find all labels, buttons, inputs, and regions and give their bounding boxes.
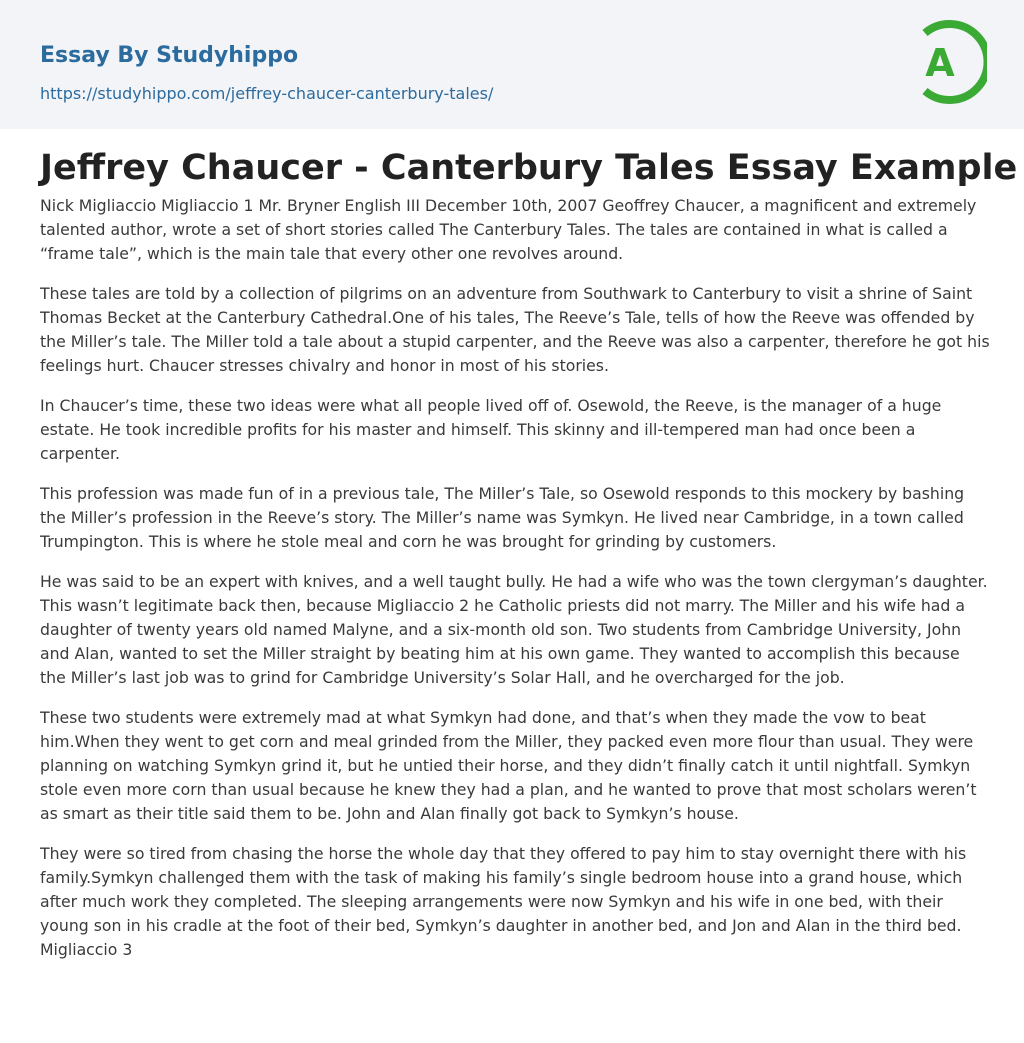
essay-paragraph-7: They were so tired from chasing the horse the whole day that they offered to pay him to stay overnight there with his family.Symkyn challenged them with the task of making his family’s single bedroom house into a grand house, which after much work they completed. The sleeping arrangements were now Symkyn and his wife in one bed, with their young son in his cradle at the foot of their bed, Symkyn’s daughter in another bed, and Jon and Alan in the third bed. Migliaccio 3 xyxy=(40,844,967,959)
essay-url-link[interactable]: https://studyhippo.com/jeffrey-chaucer-canterbury-tales/ xyxy=(40,84,494,103)
essay-paragraph-5: He was said to be an expert with knives, and a well taught bully. He had a wife who was the town clergyman’s daughter. This wasn’t legitimate back then, because Migliaccio 2 he Catholic priests did not marry. The Miller and his wife had a daughter of twenty years old named Malyne, and a six-month old son. Two students from Cambridge University, John and Alan, wanted to set the Miller straight by beating him at his own game. They wanted to accomplish this because the Miller’s last job was to grind for Cambridge University’s Solar Hall, and he overcharged for the job. xyxy=(40,572,988,687)
essay-paragraph-1: Nick Migliaccio Migliaccio 1 Mr. Bryner English III December 10th, 2007 Geoffrey Chaucer, a magnificent and extremely talented author, wrote a set of short stories called The Canterbury Tales. The tales are contained in what is called a “frame tale”, which is the main tale that every other one revolves around. xyxy=(40,196,977,263)
logo-letter: A xyxy=(925,41,955,85)
essay-body xyxy=(40,194,990,978)
page-title: Jeffrey Chaucer - Canterbury Tales Essay Example xyxy=(40,148,1018,188)
essay-paragraph-3: In Chaucer’s time, these two ideas were what all people lived off of. Osewold, the Reeve, is the manager of a huge estate. He took incredible profits for his master and himself. This skinny and ill-tempered man had once been a carpenter. xyxy=(40,396,942,463)
essay-paragraph-6: These two students were extremely mad at what Symkyn had done, and that’s when they made the vow to beat him.When they went to get corn and meal grinded from the Miller, they packed even more flour than usual. They were planning on watching Symkyn grind it, but he untied their horse, and they didn’t finally catch it until nightfall. Symkyn stole even more corn than usual because he knew they had a plan, and he wanted to prove that most scholars weren’t as smart as their title said them to be. John and Alan finally got back to Symkyn’s house. xyxy=(40,708,977,823)
brand-title[interactable]: Essay By Studyhippo xyxy=(40,43,299,68)
essay-paragraph-2: These tales are told by a collection of pilgrims on an adventure from Southwark to Canterbury to visit a shrine of Saint Thomas Becket at the Canterbury Cathedral.One of his tales, The Reeve’s Tale, tells of how the Reeve was offended by the Miller’s tale. The Miller told a tale about a stupid carpenter, and the Reeve was also a carpenter, therefore he got his feelings hurt. Chaucer stresses chivalry and honor in most of his stories. xyxy=(40,284,990,375)
essay-paragraph-4: This profession was made fun of in a previous tale, The Miller’s Tale, so Osewold responds to this mockery by bashing the Miller’s profession in the Reeve’s story. The Miller’s name was Symkyn. He lived near Cambridge, in a town called Trumpington. This is where he stole meal and corn he was brought for grinding by customers. xyxy=(40,484,965,551)
